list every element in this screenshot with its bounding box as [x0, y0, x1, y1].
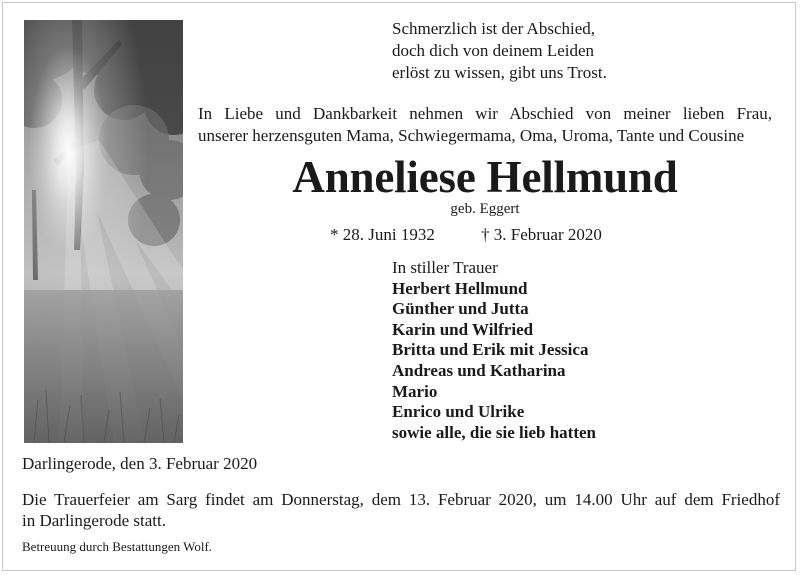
- poem-line: Schmerzlich ist der Abschied,: [392, 19, 596, 38]
- forest-sunlight-image: [24, 20, 183, 443]
- poem-line: erlöst zu wissen, gibt uns Trost.: [392, 63, 607, 82]
- mourner-name: Karin und Wilfried: [392, 319, 534, 339]
- mourner-name: Britta und Erik mit Jessica: [392, 340, 589, 360]
- intro-line: In Liebe und Dankbarkeit nehmen wir Abschied von meiner lieben Frau,: [198, 104, 772, 123]
- deceased-name: Anneliese Hellmund: [292, 152, 678, 202]
- intro-line: unserer herzensguten Mama, Schwiegermama, Oma, Uroma, Tante und Cousine: [198, 126, 745, 145]
- death-date: † 3. Februar 2020: [481, 225, 602, 244]
- mourners-list: [392, 258, 596, 443]
- mourner-name: sowie alle, die sie lieb hatten: [392, 422, 596, 442]
- intro-text: [198, 103, 772, 147]
- mourners-heading: In stiller Trauer: [392, 258, 498, 277]
- service-line: Die Trauerfeier am Sarg findet am Donnerstag, dem 13. Februar 2020, um 14.00 Uhr auf dem Friedhof: [22, 490, 780, 509]
- birth-name: geb. Eggert: [450, 201, 520, 217]
- funeral-service-info: [22, 489, 780, 531]
- life-dates: [330, 224, 602, 246]
- mourner-name: Mario: [392, 381, 438, 401]
- poem: [392, 18, 607, 84]
- undertaker-note: Betreuung durch Bestattungen Wolf.: [22, 539, 213, 554]
- mourner-name: Günther und Jutta: [392, 299, 529, 319]
- service-line: in Darlingerode statt.: [22, 511, 166, 530]
- mourner-name: Herbert Hellmund: [392, 278, 528, 298]
- forest-sunlight-photo: [24, 20, 183, 443]
- mourner-name: Enrico und Ulrike: [392, 402, 525, 422]
- poem-line: doch dich von deinem Leiden: [392, 41, 595, 60]
- mourner-name: Andreas und Katharina: [392, 360, 566, 380]
- place-date: Darlingerode, den 3. Februar 2020: [22, 454, 258, 473]
- birth-date: * 28. Juni 1932: [330, 225, 435, 244]
